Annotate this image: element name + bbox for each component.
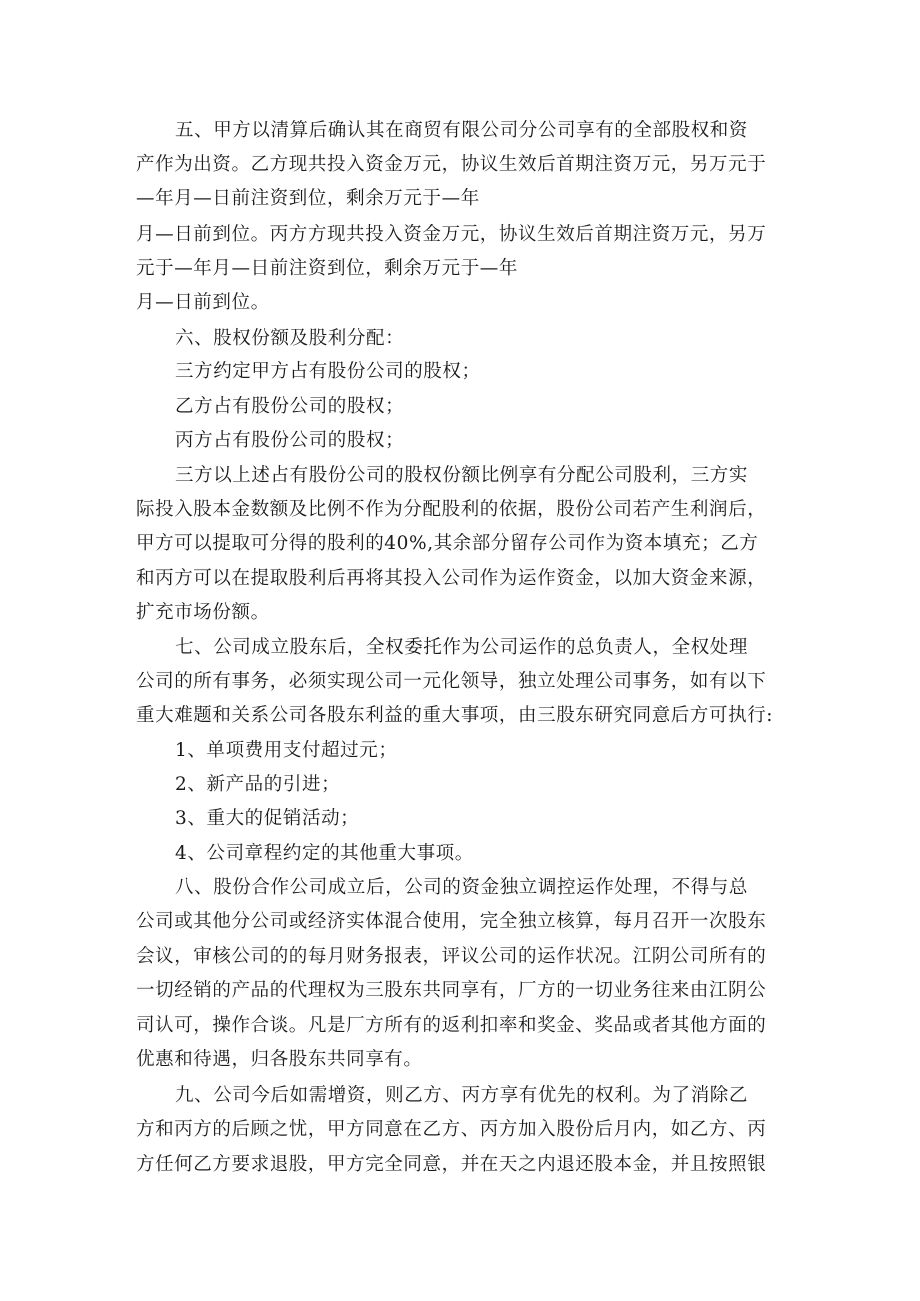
text-line: 司认可，操作合谈。凡是厂方所有的返利扣率和奖金、奖品或者其他方面的 — [136, 1015, 767, 1036]
text-line: 优惠和待遇，归各股东共同享有。 — [136, 1049, 423, 1070]
text-line: 2、新产品的引进； — [175, 774, 341, 795]
text-line: 三方约定甲方占有股份公司的股权； — [175, 361, 481, 382]
text-line: 方和丙方的后顾之忧，甲方同意在乙方、丙方加入股份后月内，如乙方、丙 — [136, 1119, 767, 1140]
text-line: 一切经销的产品的代理权为三股东共同享有，厂方的一切业务往来由江阴公 — [136, 980, 767, 1001]
text-line: 元于—年月—日前注资到位，剩余万元于—年 — [136, 258, 519, 279]
text-line: 九、公司今后如需增资，则乙方、丙方享有优先的权利。为了消除乙 — [175, 1085, 749, 1106]
text-line: 会议，审核公司的的每月财务报表，评议公司的运作状况。江阴公司所有的 — [136, 946, 767, 967]
text-line: 产作为出资。乙方现共投入资金万元，协议生效后首期注资万元，另万元于 — [136, 154, 767, 175]
text-line: 六、股权份额及股利分配： — [175, 328, 405, 349]
text-line: 公司或其他分公司或经济实体混合使用，完全独立核算，每月召开一次股东 — [136, 911, 767, 932]
text-line: 3、重大的促销活动； — [175, 808, 360, 829]
text-line: 1、单项费用支付超过元； — [175, 740, 398, 761]
text-line: —年月—日前注资到位，剩余万元于—年 — [136, 188, 480, 209]
text-line: 三方以上述占有股份公司的股权份额比例享有分配公司股利，三方实 — [175, 465, 749, 486]
text-line: 扩充市场份额。 — [136, 602, 270, 623]
text-line: 和丙方可以在提取股利后再将其投入公司作为运作资金，以加大资金来源， — [136, 568, 767, 589]
text-line: 4、公司章程约定的其他重大事项。 — [175, 843, 474, 864]
text-line: 甲方可以提取可分得的股利的40%,其余部分留存公司作为资本填充；乙方 — [136, 533, 759, 554]
text-line: 八、股份合作公司成立后，公司的资金独立调控运作处理，不得与总 — [175, 877, 749, 898]
text-line: 七、公司成立股东后，全权委托作为公司运作的总负责人，全权处理 — [175, 637, 749, 658]
text-line: 方任何乙方要求退股，甲方完全同意，并在天之内退还股本金，并且按照银 — [136, 1154, 767, 1175]
text-line: 公司的所有事务，必须实现公司一元化领导，独立处理公司事务，如有以下 — [136, 671, 767, 692]
text-line: 月—日前到位。 — [136, 292, 270, 313]
text-line: 乙方占有股份公司的股权； — [175, 396, 405, 417]
text-line: 五、甲方以清算后确认其在商贸有限公司分公司享有的全部股权和资 — [175, 120, 749, 141]
text-line: 月—日前到位。丙方方现共投入资金万元，协议生效后首期注资万元，另万 — [136, 224, 767, 245]
text-line: 际投入股本金数额及比例不作为分配股利的依据，股份公司若产生利润后， — [136, 499, 767, 520]
text-line: 丙方占有股份公司的股权； — [175, 430, 405, 451]
text-line: 重大难题和关系公司各股东利益的重大事项，由三股东研究同意后方可执行: — [136, 705, 774, 726]
